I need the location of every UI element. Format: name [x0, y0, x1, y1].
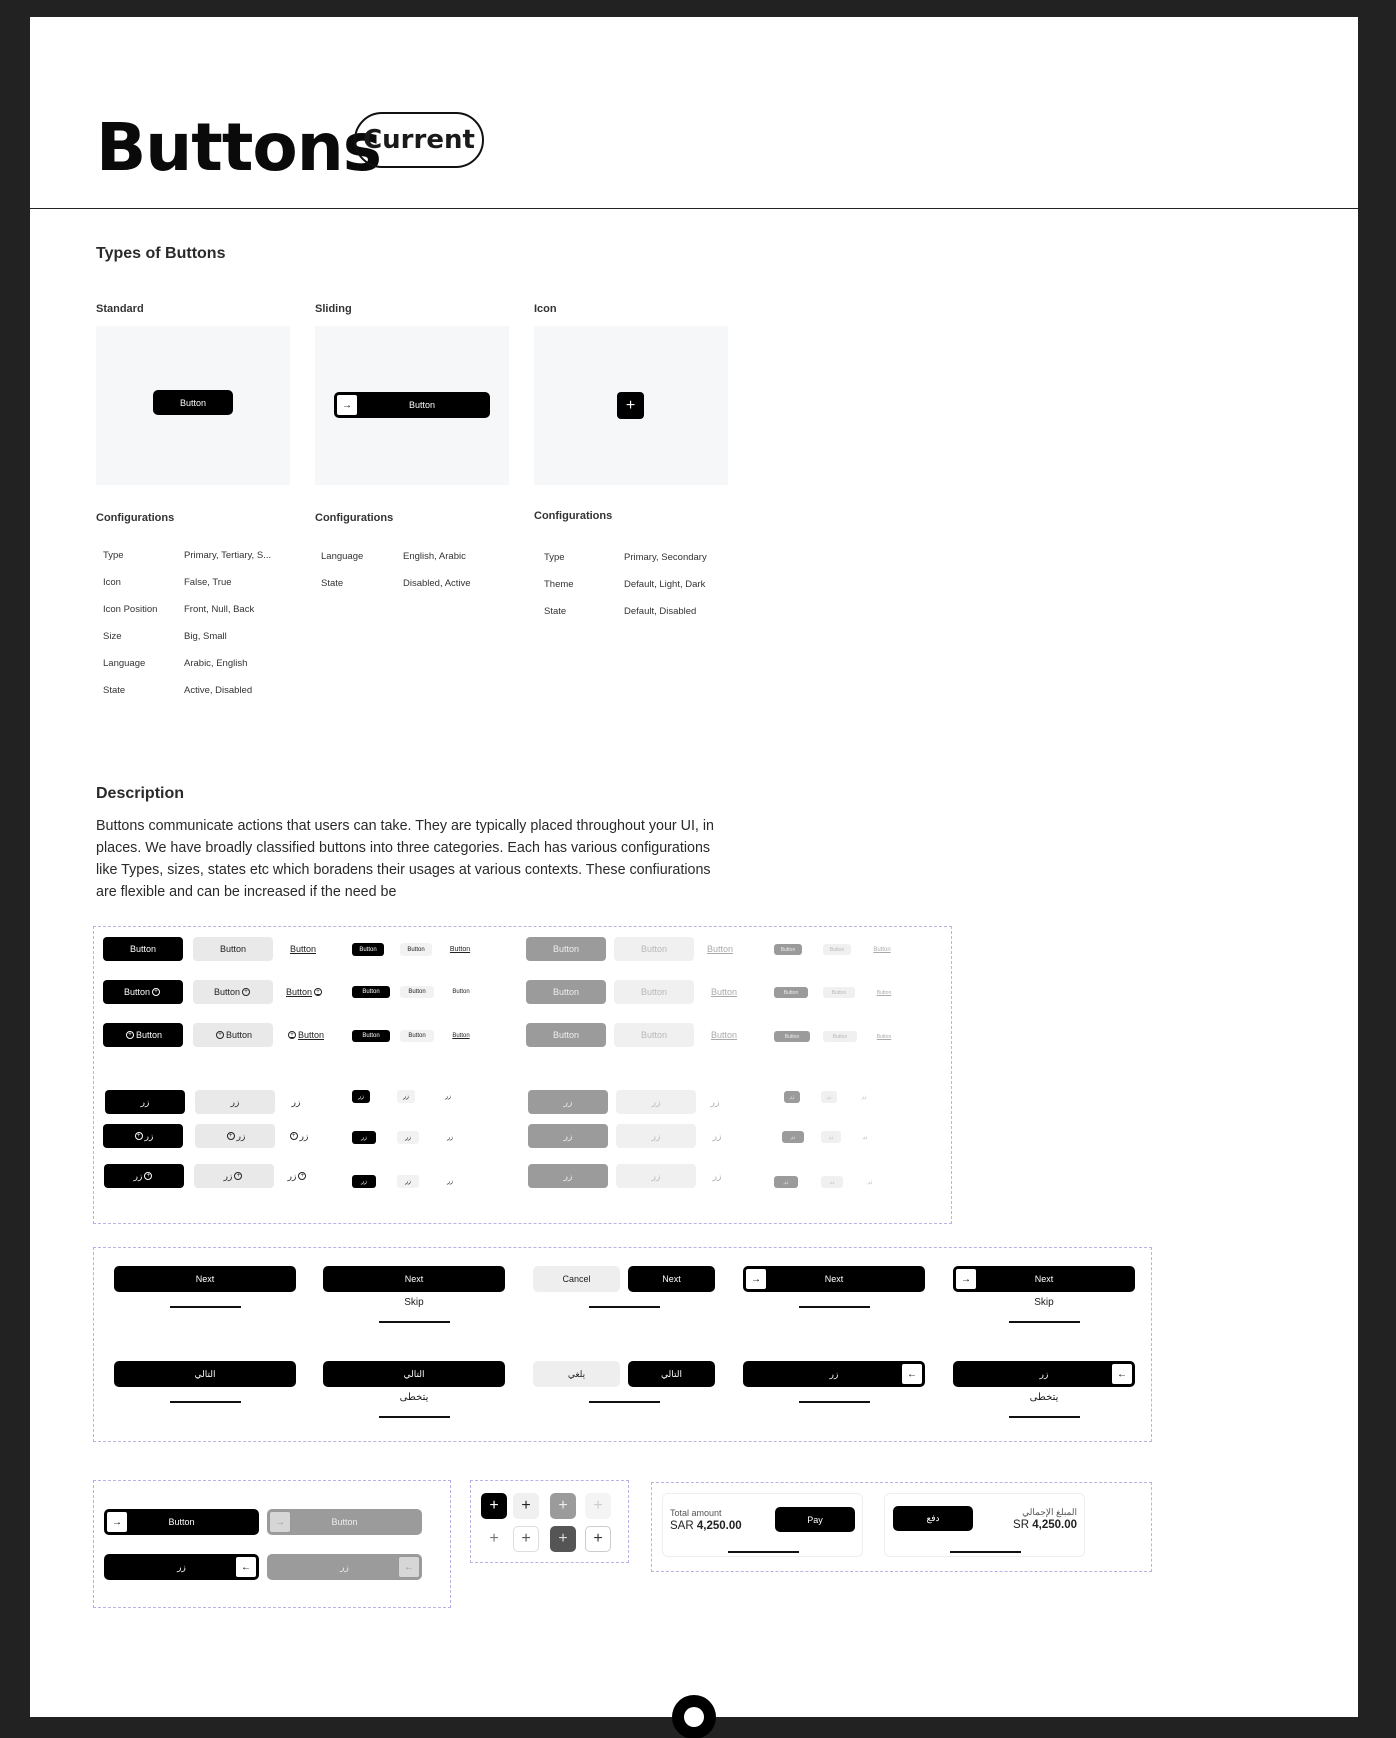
btn-primary-small[interactable]: Button — [352, 943, 384, 956]
btn-tertiary-big-icon-back[interactable] — [193, 980, 273, 1004]
description-text: Buttons communicate actions that users can take. They are typically placed throughout your UI, in places. We have broadly classified buttons into three categories. Each has various configurations like Types, sizes, states etc which boradens their usages at various contexts. These confiurations are flexible and can be increased if the need be — [96, 818, 715, 900]
btn-label: Button — [123, 987, 151, 997]
btn-label: زر — [177, 1561, 186, 1572]
circle-plus-icon: + — [242, 988, 250, 996]
btn-label: Button — [331, 1517, 358, 1527]
btn-ar-link-small-icon[interactable]: زر — [447, 1135, 453, 1141]
pay-card-ar — [884, 1493, 1085, 1557]
plus-icon: + — [585, 1493, 611, 1519]
btn-ar-primary-small-icon-disabled: زر — [782, 1131, 804, 1143]
btn-tertiary-small-disabled: Button — [823, 944, 851, 955]
icon-config-title: Configurations — [534, 510, 613, 522]
sliding-ar-button[interactable] — [953, 1361, 1135, 1387]
currency: SAR — [670, 1520, 694, 1532]
variants-grid — [93, 926, 952, 1224]
home-indicator — [799, 1401, 870, 1403]
next-ar-button[interactable]: التالي — [323, 1361, 505, 1387]
circle-plus-icon: + — [144, 1172, 152, 1180]
sliding-button-disabled — [267, 1509, 422, 1535]
cfg-key: Language — [321, 551, 364, 562]
btn-link-small-icon-back-disabled: Button — [876, 989, 892, 996]
footer-buttons-box — [93, 1247, 1152, 1442]
btn-ar-primary-big-icon[interactable] — [103, 1124, 183, 1148]
cfg-val: False, True — [184, 577, 232, 588]
btn-ar-primary-small-icon[interactable]: زر — [352, 1131, 376, 1144]
plus-icon[interactable]: + — [617, 392, 644, 419]
cfg-val: Arabic, English — [184, 658, 248, 669]
btn-primary-small-icon-back[interactable]: Button — [352, 986, 390, 998]
btn-tertiary-big-icon-back-disabled: Button — [614, 980, 694, 1004]
btn-label: زر — [144, 1130, 154, 1141]
sliding-next-button[interactable] — [953, 1266, 1135, 1292]
btn-tertiary-small-icon-front[interactable]: Button — [400, 1030, 434, 1042]
btn-ar-primary-small[interactable]: زر — [352, 1090, 370, 1103]
btn-ar-primary-big[interactable]: زر — [105, 1090, 185, 1114]
btn-label: زر — [1039, 1368, 1049, 1379]
plus-icon[interactable]: + — [481, 1493, 507, 1519]
sliding-preview-label: Button — [408, 400, 436, 410]
btn-label: Button — [225, 1030, 253, 1040]
sliding-ar-button-disabled — [267, 1554, 422, 1580]
sliding-box — [93, 1480, 451, 1608]
arrow-left-icon: ← — [1111, 1363, 1133, 1385]
btn-ar-tertiary-small-icon-disabled: زر — [821, 1131, 841, 1143]
circle-plus-icon: + — [227, 1132, 235, 1140]
cfg-key: State — [321, 578, 344, 589]
next-ar-button[interactable]: التالي — [628, 1361, 715, 1387]
skip-ar-link[interactable]: يتخطى — [1029, 1392, 1059, 1403]
btn-label: Button — [135, 1030, 163, 1040]
cfg-val: Disabled, Active — [403, 578, 471, 589]
currency: SR — [1013, 1519, 1030, 1531]
cfg-key: Type — [544, 552, 565, 563]
btn-primary-small-icon-back-disabled: Button — [774, 987, 808, 998]
total-ar-amount — [1013, 1519, 1077, 1531]
home-indicator — [799, 1306, 870, 1308]
page-title: Buttons — [96, 109, 382, 186]
plus-icon: + — [550, 1493, 576, 1519]
btn-tertiary-small-icon-back[interactable]: Button — [400, 986, 434, 998]
next-button[interactable]: Next — [628, 1266, 715, 1292]
btn-ar-tertiary-big-icon[interactable] — [195, 1124, 275, 1148]
btn-link-big[interactable]: Button — [289, 944, 317, 954]
circle-plus-icon: + — [298, 1172, 306, 1180]
home-indicator — [170, 1306, 241, 1308]
skip-ar-link[interactable]: يتخطى — [399, 1392, 429, 1403]
btn-label: Button — [168, 1517, 195, 1527]
btn-ar-link-small[interactable]: زر — [445, 1094, 451, 1100]
plus-icon[interactable]: + — [585, 1526, 611, 1552]
btn-tertiary-small-icon-back-disabled: Button — [823, 987, 855, 998]
types-title: Types of Buttons — [96, 245, 226, 262]
total-ar-label: المبلغ الإجمالي — [1022, 1507, 1077, 1517]
btn-ar-tertiary-big-disabled: زر — [616, 1090, 696, 1114]
circle-plus-icon: + — [126, 1031, 134, 1039]
btn-label: زر — [223, 1170, 233, 1181]
total-label: Total amount — [670, 1508, 722, 1518]
btn-tertiary-big-disabled: Button — [614, 937, 694, 961]
circle-plus-icon: + — [152, 988, 160, 996]
btn-label: Button — [213, 987, 241, 997]
circle-icon — [684, 1707, 704, 1727]
cfg-key: Icon Position — [103, 604, 158, 615]
btn-primary-big[interactable]: Button — [103, 937, 183, 961]
home-indicator — [1009, 1321, 1080, 1323]
col-sliding: Sliding — [315, 303, 352, 315]
btn-label: زر — [299, 1130, 309, 1141]
sliding-ar-button[interactable] — [743, 1361, 925, 1387]
arrow-right-icon: → — [336, 394, 358, 416]
cfg-key: Language — [103, 658, 146, 669]
btn-primary-big-icon-back[interactable] — [103, 980, 183, 1004]
sliding-config-title: Configurations — [315, 512, 394, 524]
cfg-key: Theme — [544, 579, 574, 590]
btn-label: زر — [236, 1130, 246, 1141]
btn-link-big-icon-back-disabled: Button — [710, 987, 738, 997]
pay-box — [651, 1482, 1152, 1572]
btn-link-big-disabled: Button — [706, 944, 734, 954]
btn-ar-tertiary-small-disabled: زر — [821, 1091, 837, 1103]
sliding-ar-button-active[interactable] — [104, 1554, 259, 1580]
cfg-val: Default, Light, Dark — [624, 579, 706, 590]
sliding-preview-button[interactable] — [334, 392, 490, 418]
btn-tertiary-big-icon-front[interactable] — [193, 1023, 273, 1047]
btn-ar-tertiary-small-icon[interactable]: زر — [397, 1131, 419, 1144]
arrow-left-icon: ← — [235, 1556, 257, 1578]
cfg-val: English, Arabic — [403, 551, 466, 562]
sliding-preview — [315, 326, 509, 485]
btn-link-big-icon-front-disabled: Button — [710, 1030, 738, 1040]
btn-primary-small-disabled: Button — [774, 944, 802, 955]
icon-buttons-box — [470, 1480, 629, 1563]
cfg-val: Primary, Secondary — [624, 552, 707, 563]
cfg-key: Size — [103, 631, 122, 642]
btn-link-big-icon-back[interactable] — [283, 980, 327, 1004]
btn-ar-primary-big-icon-2[interactable] — [104, 1164, 184, 1188]
btn-ar-tertiary-small[interactable]: زر — [397, 1090, 415, 1103]
cfg-key: State — [103, 685, 126, 696]
home-indicator — [589, 1401, 660, 1403]
cfg-key: Type — [103, 550, 124, 561]
btn-ar-primary-small-disabled: زر — [784, 1091, 800, 1103]
arrow-left-icon: ← — [398, 1556, 420, 1578]
arrow-right-icon: → — [106, 1511, 128, 1533]
next-ar-button[interactable]: التالي — [114, 1361, 296, 1387]
pay-ar-button[interactable]: دفع — [893, 1506, 973, 1531]
btn-ar-tertiary-big-icon-2[interactable] — [194, 1164, 274, 1188]
btn-ar-tertiary-big[interactable]: زر — [195, 1090, 275, 1114]
btn-ar-tertiary-small-icon-2[interactable]: زر — [397, 1175, 419, 1188]
btn-ar-link-small-icon-2-disabled: زر — [867, 1179, 873, 1185]
cfg-val: Big, Small — [184, 631, 227, 642]
arrow-right-icon: → — [745, 1268, 767, 1290]
home-indicator — [1009, 1416, 1080, 1418]
skip-link[interactable]: Skip — [1034, 1297, 1054, 1308]
plus-icon[interactable]: + — [513, 1526, 539, 1552]
sliding-next-button[interactable] — [743, 1266, 925, 1292]
btn-link-small-disabled: Button — [873, 946, 891, 953]
home-indicator — [950, 1551, 1021, 1553]
next-button[interactable]: Next — [323, 1266, 505, 1292]
btn-ar-primary-small-icon-2[interactable]: زر — [352, 1175, 376, 1188]
col-icon: Icon — [534, 303, 557, 315]
amount: 4,250.00 — [696, 1520, 742, 1532]
btn-ar-primary-big-icon-2-disabled: زر — [528, 1164, 608, 1188]
btn-tertiary-small-icon-front-disabled: Button — [823, 1031, 857, 1042]
btn-label: Next — [1034, 1274, 1054, 1284]
cancel-ar-button[interactable]: يلغي — [533, 1361, 620, 1387]
home-indicator — [170, 1401, 241, 1403]
btn-ar-link-big-icon-2-disabled: زر — [712, 1170, 722, 1181]
icon-preview — [534, 326, 728, 485]
total-amount — [670, 1520, 742, 1532]
cfg-val: Front, Null, Back — [184, 604, 255, 615]
circle-plus-icon: + — [216, 1031, 224, 1039]
btn-link-small[interactable]: Button — [449, 946, 471, 953]
arrow-right-icon: → — [955, 1268, 977, 1290]
circle-plus-icon: + — [314, 988, 322, 996]
description-title: Description — [96, 785, 185, 802]
btn-label: زر — [829, 1368, 839, 1379]
btn-tertiary-small[interactable]: Button — [400, 943, 432, 956]
btn-primary-big-disabled: Button — [526, 937, 606, 961]
plus-icon[interactable]: + — [513, 1493, 539, 1519]
skip-link[interactable]: Skip — [404, 1297, 424, 1308]
btn-ar-tertiary-big-icon-2-disabled: زر — [616, 1164, 696, 1188]
circle-plus-icon: + — [288, 1031, 296, 1039]
btn-ar-tertiary-small-icon-2-disabled: زر — [821, 1176, 843, 1188]
btn-label: Next — [824, 1274, 844, 1284]
amount: 4,250.00 — [1032, 1519, 1077, 1531]
btn-primary-big-icon-back-disabled: Button — [526, 980, 606, 1004]
home-indicator — [728, 1551, 799, 1553]
pay-button[interactable]: Pay — [775, 1507, 855, 1532]
btn-primary-big-icon-front[interactable] — [103, 1023, 183, 1047]
circle-plus-icon: + — [135, 1132, 143, 1140]
cfg-key: Icon — [103, 577, 121, 588]
btn-ar-link-big-icon-disabled: زر — [712, 1130, 722, 1141]
btn-link-small-icon-front-disabled: Button — [876, 1033, 892, 1040]
plus-icon: + — [550, 1526, 576, 1552]
btn-link-small-icon-back[interactable]: Button — [452, 989, 470, 995]
btn-tertiary-big[interactable]: Button — [193, 937, 273, 961]
sliding-button-active[interactable] — [104, 1509, 259, 1535]
plus-icon[interactable]: + — [481, 1526, 507, 1552]
home-button[interactable] — [672, 1695, 716, 1738]
cfg-val: Primary, Tertiary, S... — [184, 550, 272, 561]
arrow-left-icon: ← — [901, 1363, 923, 1385]
btn-label: Button — [285, 987, 313, 997]
btn-primary-big-icon-front-disabled: Button — [526, 1023, 606, 1047]
btn-link-big-icon-front[interactable] — [283, 1023, 327, 1047]
arrow-right-icon: → — [269, 1511, 291, 1533]
home-indicator — [589, 1306, 660, 1308]
status-chip: Current — [354, 112, 484, 168]
circle-plus-icon: + — [290, 1132, 298, 1140]
cfg-val: Default, Disabled — [624, 606, 697, 617]
btn-ar-link-small-icon-disabled: زر — [862, 1134, 868, 1140]
btn-ar-primary-big-disabled: زر — [528, 1090, 608, 1114]
btn-primary-small-icon-front-disabled: Button — [774, 1031, 810, 1042]
pay-card-en — [662, 1493, 863, 1557]
btn-ar-primary-small-icon-2-disabled: زر — [774, 1176, 798, 1188]
btn-ar-link-big-icon-2[interactable] — [283, 1164, 313, 1188]
btn-label: Button — [297, 1030, 325, 1040]
btn-link-small-icon-front[interactable]: Button — [452, 1033, 470, 1039]
col-standard: Standard — [96, 303, 144, 315]
cfg-val: Active, Disabled — [184, 685, 253, 696]
btn-ar-link-big[interactable]: زر — [291, 1096, 301, 1107]
btn-label: زر — [287, 1170, 297, 1181]
btn-tertiary-big-icon-front-disabled: Button — [614, 1023, 694, 1047]
circle-plus-icon: + — [234, 1172, 242, 1180]
standard-config-title: Configurations — [96, 512, 175, 524]
btn-ar-link-big-icon[interactable] — [283, 1124, 313, 1148]
header-divider — [30, 208, 1358, 209]
btn-ar-tertiary-big-icon-disabled: زر — [616, 1124, 696, 1148]
standard-preview-button[interactable]: Button — [153, 390, 233, 415]
btn-label: زر — [340, 1561, 349, 1572]
btn-ar-primary-big-icon-disabled: زر — [528, 1124, 608, 1148]
btn-label: زر — [133, 1170, 143, 1181]
next-button[interactable]: Next — [114, 1266, 296, 1292]
btn-primary-small-icon-front[interactable]: Button — [352, 1030, 390, 1042]
home-indicator — [379, 1416, 450, 1418]
btn-ar-link-big-disabled: زر — [710, 1096, 720, 1107]
home-indicator — [379, 1321, 450, 1323]
btn-ar-link-small-icon-2[interactable]: زر — [447, 1179, 453, 1185]
standard-preview — [96, 326, 290, 485]
cancel-button[interactable]: Cancel — [533, 1266, 620, 1292]
cfg-key: State — [544, 606, 567, 617]
btn-ar-link-small-disabled: زر — [861, 1094, 867, 1100]
canvas-frame — [30, 17, 1358, 1717]
